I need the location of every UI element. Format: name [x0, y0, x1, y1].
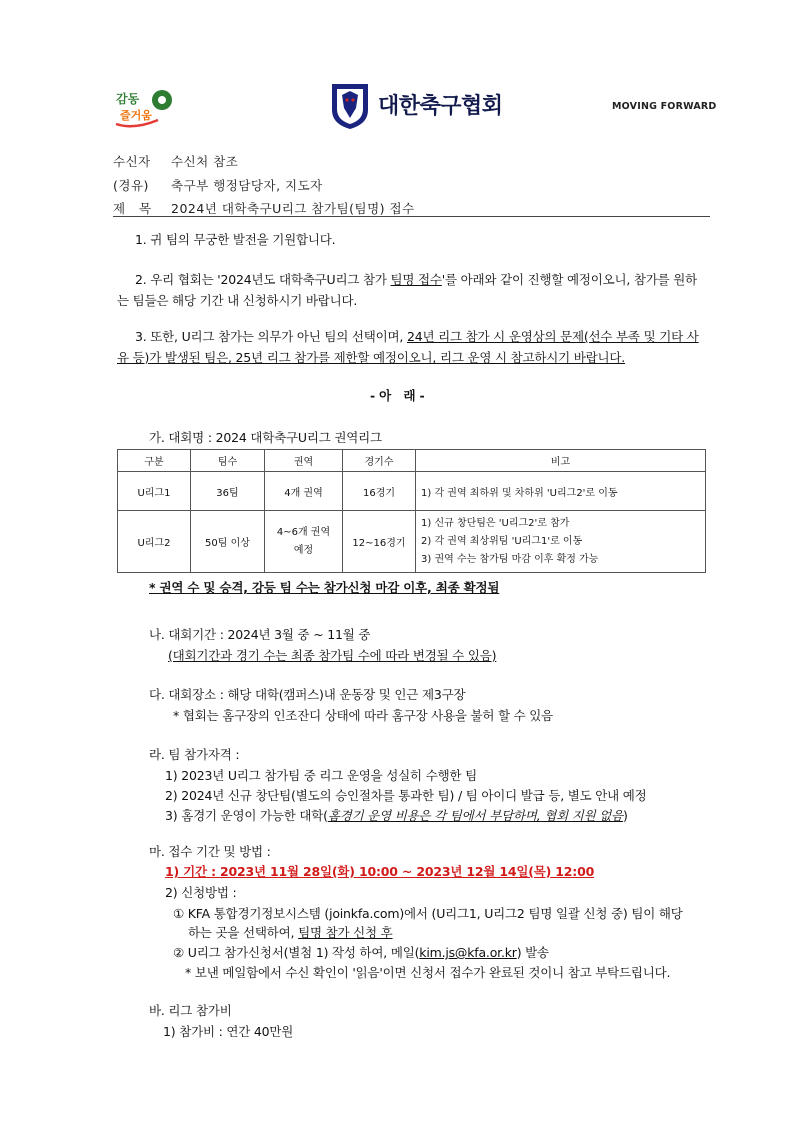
league-table: [117, 449, 706, 573]
section-da-title: 다. 대회장소 : 해당 대학(캠퍼스)내 운동장 및 인근 제3구장: [149, 687, 466, 702]
below-heading: - 아 래 -: [370, 388, 425, 403]
header-divider: [113, 216, 710, 217]
slogan: MOVING FORWARD: [612, 101, 717, 112]
table-cell: 4~6개 권역 예정: [265, 511, 343, 573]
kfa-emblem-icon: [328, 80, 372, 130]
via-value: 축구부 행정담당자, 지도자: [171, 178, 323, 193]
section-da-note: * 협회는 홈구장의 인조잔디 상태에 따라 홈구장 사용을 불허 할 수 있음: [173, 708, 554, 723]
table-cell: U리그2: [118, 511, 191, 573]
method-item-2: ② U리그 참가신청서(별첨 1) 작성 하여, 메일(kim.js@kfa.or.kr) 발송: [173, 945, 549, 960]
table-cell: U리그1: [118, 472, 191, 511]
application-method: 2) 신청방법 :: [165, 885, 237, 900]
section-ma-title: 마. 접수 기간 및 방법 :: [149, 844, 271, 859]
section-ba-fee: 1) 참가비 : 연간 40만원: [163, 1024, 294, 1039]
recipient-value: 수신처 참조: [171, 154, 239, 169]
table-cell: 50팀 이상: [191, 511, 265, 573]
paragraph-3-line-2: 유 등)가 발생된 팀은, 25년 리그 참가를 제한할 예정이오니, 리그 운영 시 참고하시기 바랍니다.: [117, 350, 626, 365]
section-ra-item-2: 2) 2024년 신규 창단팀(별도의 승인절차를 통과한 팀) / 팀 아이디 발급 등, 별도 안내 예정: [165, 788, 647, 803]
col-header: 팀수: [191, 450, 265, 472]
method-note: * 보낸 메일함에서 수신 확인이 '읽음'이면 신청서 접수가 완료된 것이니 참고 부탁드립니다.: [185, 965, 671, 980]
email-link[interactable]: kim.js@kfa.or.kr: [419, 945, 517, 960]
table-header-row: [118, 450, 706, 472]
col-header: 비고: [416, 450, 706, 472]
recipient-row: [113, 152, 238, 170]
table-row: [118, 511, 706, 573]
section-ra-title: 라. 팀 참가자격 :: [149, 747, 240, 762]
table-cell: 36팀: [191, 472, 265, 511]
paragraph-2-line-1: 2. 우리 협회는 '2024년도 대학축구U리그 참가 팀명 접수'를 아래와 같이 진행할 예정이오니, 참가를 원하: [135, 272, 698, 287]
recipient-label: 수신자: [113, 154, 151, 169]
section-ba-title: 바. 리그 참가비: [149, 1003, 232, 1018]
via-row: [113, 176, 323, 194]
table-cell: 1) 각 권역 최하위 및 차하위 'U리그2'로 이동: [416, 472, 706, 511]
logo-text-bottom: 즐거움: [120, 109, 152, 122]
kfa-name: 대한축구협회: [378, 94, 503, 119]
col-header: 경기수: [343, 450, 416, 472]
campaign-logo: [112, 86, 176, 132]
section-ga-title: 가. 대회명 : 2024 대학축구U리그 권역리그: [149, 430, 382, 445]
paragraph-2-line-2: 는 팀들은 해당 기간 내 신청하시기 바랍니다.: [117, 293, 358, 308]
subject-label: 제 목: [113, 201, 152, 216]
method-item-1-cont: 하는 곳을 선택하여, 팀명 참가 신청 후: [188, 925, 393, 940]
col-header: 권역: [265, 450, 343, 472]
paragraph-3-line-1: 3. 또한, U리그 참가는 의무가 아닌 팀의 선택이며, 24년 리그 참가 시 운영상의 문제(선수 부족 및 기타 사: [135, 329, 699, 344]
table-cell: 16경기: [343, 472, 416, 511]
section-ra-item-3: 3) 홈경기 운영이 가능한 대학(홈경기 운영 비용은 각 팀에서 부담하며, 협회 지원 없음): [165, 808, 628, 823]
table-cell: 12~16경기: [343, 511, 416, 573]
logo-text-top: 감동: [116, 92, 140, 106]
col-header: 구분: [118, 450, 191, 472]
table-row: [118, 472, 706, 511]
via-label: (경유): [113, 178, 149, 193]
section-ga-note: * 권역 수 및 승격, 강등 팀 수는 참가신청 마감 이후, 최종 확정됨: [149, 580, 500, 595]
section-na-note: (대회기간과 경기 수는 최종 참가팀 수에 따라 변경될 수 있음): [168, 648, 497, 663]
table-cell: 4개 권역: [265, 472, 343, 511]
section-ra-item-1: 1) 2023년 U리그 참가팀 중 리그 운영을 성실히 수행한 팀: [165, 768, 477, 783]
subject-row: [113, 199, 415, 217]
subject-value: 2024년 대학축구U리그 참가팀(팀명) 접수: [171, 201, 415, 216]
method-item-1: ① KFA 통합경기정보시스템 (joinkfa.com)에서 (U리그1, U리그2 팀명 일괄 신청 중) 팀이 해당: [173, 906, 683, 921]
paragraph-1: 1. 귀 팀의 무궁한 발전을 기원합니다.: [135, 232, 336, 247]
application-period: 1) 기간 : 2023년 11월 28일(화) 10:00 ~ 2023년 12월 14일(목) 12:00: [165, 864, 595, 879]
table-cell: 1) 신규 창단팀은 'U리그2'로 참가 2) 각 권역 최상위팀 'U리그1'로 이동 3) 권역 수는 참가팀 마감 이후 확정 가능: [416, 511, 706, 573]
section-na-title: 나. 대회기간 : 2024년 3월 중 ~ 11월 중: [149, 627, 371, 642]
